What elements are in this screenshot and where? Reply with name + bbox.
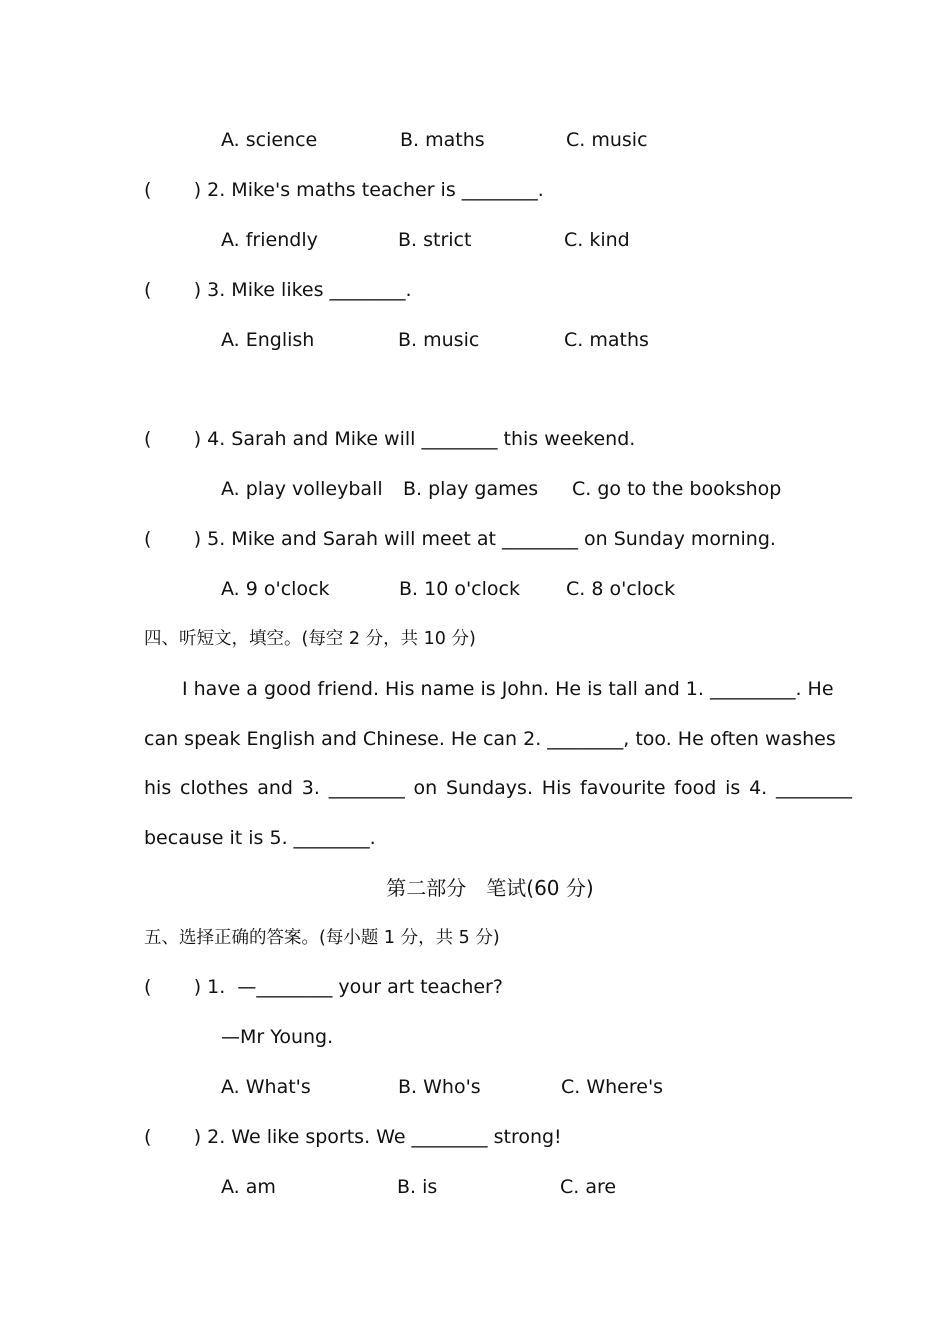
section-heading: 五、选择正确的答案。(每小题 1 分，共 5 分): [144, 928, 500, 948]
q4-option-c: C. go to the bookshop: [572, 478, 782, 500]
question-text: ( ) 2. We like sports. We ________ strong!: [144, 1126, 562, 1148]
q4-option-a: A. play volleyball: [221, 478, 383, 500]
question-text: ( ) 1. —________ your art teacher?: [144, 976, 503, 998]
passage-line: I have a good friend. His name is John. He is tall and 1. _________. He: [182, 678, 834, 700]
answer-text: —Mr Young.: [221, 1026, 334, 1048]
q4-option-b: B. play games: [403, 478, 539, 500]
question-text: ( ) 4. Sarah and Mike will ________ this weekend.: [144, 428, 636, 450]
s5-q1-option-a: A. What's: [221, 1076, 311, 1098]
q3-option-a: A. English: [221, 329, 315, 351]
q5-option-c: C. 8 o'clock: [566, 578, 676, 600]
q1-option-a: A. science: [221, 129, 318, 151]
q5-option-b: B. 10 o'clock: [399, 578, 520, 600]
passage-line: because it is 5. ________.: [144, 827, 376, 849]
question-text: ( ) 5. Mike and Sarah will meet at ________ on Sunday morning.: [144, 528, 776, 550]
s5-q2-option-a: A. am: [221, 1176, 276, 1198]
question-text: ( ) 3. Mike likes ________.: [144, 279, 412, 301]
s5-q2-option-c: C. are: [560, 1176, 617, 1198]
q1-option-b: B. maths: [400, 129, 485, 151]
part-title: 第二部分 笔试(60 分): [386, 876, 594, 900]
passage-line: his clothes and 3. ________ on Sundays. His favourite food is 4. ________: [144, 777, 852, 799]
q3-option-b: B. music: [398, 329, 480, 351]
s5-q2-option-b: B. is: [397, 1176, 438, 1198]
q2-option-a: A. friendly: [221, 229, 318, 251]
q5-option-a: A. 9 o'clock: [221, 578, 330, 600]
q1-option-c: C. music: [566, 129, 648, 151]
q3-option-c: C. maths: [564, 329, 649, 351]
s5-q1-option-c: C. Where's: [561, 1076, 664, 1098]
s5-q1-option-b: B. Who's: [398, 1076, 481, 1098]
q2-option-b: B. strict: [398, 229, 472, 251]
section-heading: 四、听短文，填空。(每空 2 分，共 10 分): [144, 629, 476, 649]
question-text: ( ) 2. Mike's maths teacher is ________.: [144, 179, 544, 201]
passage-line: can speak English and Chinese. He can 2. ________, too. He often washes: [144, 728, 836, 750]
q2-option-c: C. kind: [564, 229, 630, 251]
